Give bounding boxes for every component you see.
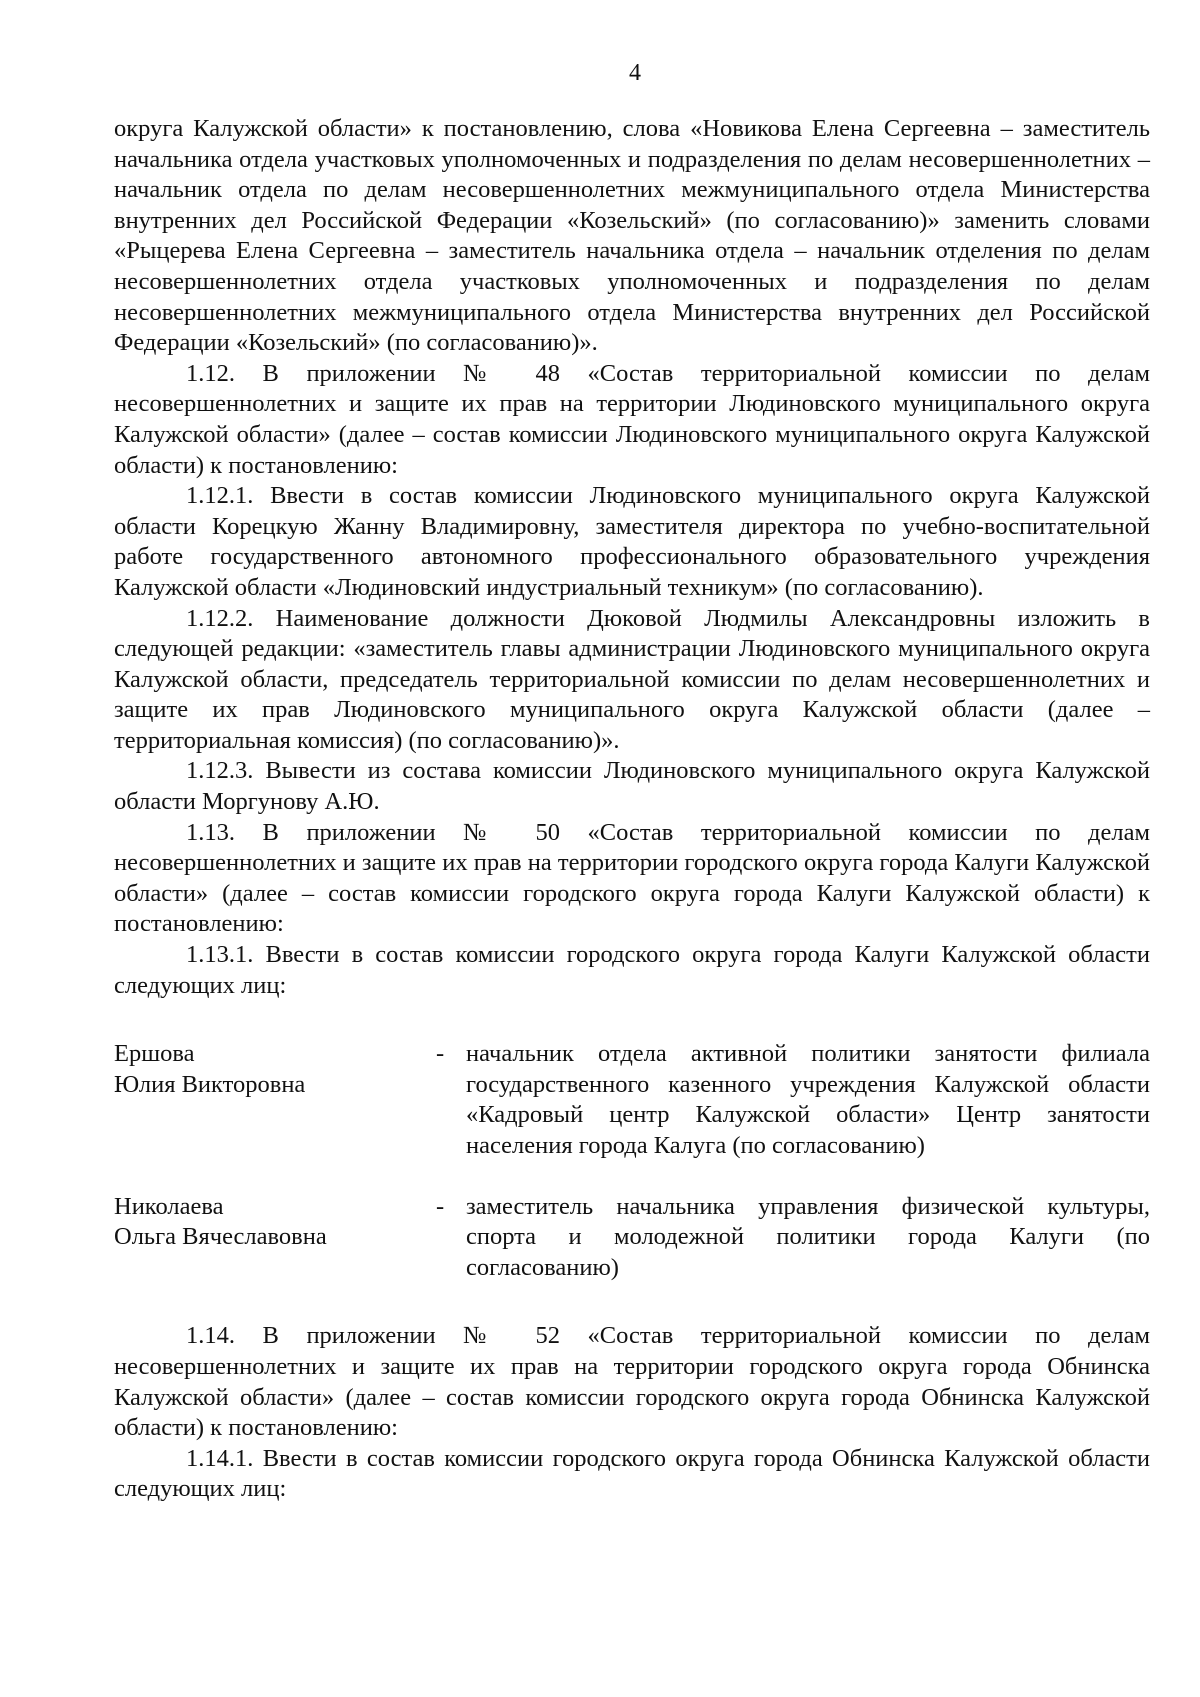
paragraph-1-14-1: 1.14.1. Ввести в состав комиссии городского округа города Обнинска Калужской области следующих лиц: [114, 1444, 1150, 1503]
paragraph-1-12: 1.12. В приложении № 48 «Состав территориальной комиссии по делам несовершеннолетних и защите их прав на территории Людиновского муниципального округа Калужской области» (далее – состав комиссии Людиновского муниципального округа Калужской области) к постановлению: [114, 359, 1150, 479]
paragraph-1-13-1: 1.13.1. Ввести в состав комиссии городского округа города Калуги Калужской области следующих лиц: [114, 941, 1150, 999]
paragraph-1-12-2: 1.12.2. Наименование должности Дюковой Людмилы Александровны изложить в следующей редакции: «заместитель главы администрации Людиновского муниципального округа Калужской области, председатель территориальной комиссии по делам несовершеннолетних и защите их прав Людиновского муниципального округа Калужской области (далее – территориальная комиссия) (по согласованию)». [114, 604, 1150, 754]
person-surname: Ершова [114, 1040, 195, 1068]
person-entry [114, 1039, 1150, 1161]
paragraph-1-12-3: 1.12.3. Вывести из состава комиссии Людиновского муниципального округа Калужской области Моргунову А.Ю. [114, 757, 1150, 816]
person-given-names: Юлия Викторовна [114, 1070, 306, 1098]
paragraph-1-13: 1.13. В приложении № 50 «Состав территориальной комиссии по делам несовершеннолетних и защите их прав на территории городского округа города Калуги Калужской области» (далее – состав комиссии городского округа города Калуги Калужской области) к постановлению: [114, 818, 1150, 938]
person-name [114, 1192, 436, 1253]
paragraph-continuation: округа Калужской области» к постановлению, слова «Новикова Елена Сергеевна – заместитель начальника отдела участковых уполномоченных и подразделения по делам несовершеннолетних – начальник отдела по делам несовершеннолетних межмуниципального отдела Министерства внутренних дел Российской Федерации «Козельский» (по согласованию)» заменить словами «Рыцерева Елена Сергеевна – заместитель начальника отдела – начальник отделения по делам несовершеннолетних отдела участковых уполномоченных и подразделения по делам несовершеннолетних межмуниципального отдела Министерства внутренних дел Российской Федерации «Козельский» (по согласованию)». [114, 115, 1150, 357]
person-role: начальник отдела активной политики занятости филиала государственного казенного учреждения Калужской области «Кадровый центр Калужской области» Центр занятости населения города Калуга (по согласованию) [466, 1040, 1150, 1159]
person-given-names: Ольга Вячеславовна [114, 1223, 327, 1251]
paragraph-1-12-1: 1.12.1. Ввести в состав комиссии Людиновского муниципального округа Калужской области Корецкую Жанну Владимировну, заместителя директора по учебно-воспитательной работе государственного автономного профессионального образовательного учреждения Калужской области «Людиновский индустриальный техникум» (по согласованию). [114, 482, 1150, 601]
page-number: 4 [629, 60, 641, 86]
person-dash: - [436, 1192, 445, 1220]
paragraph-1-14: 1.14. В приложении № 52 «Состав территориальной комиссии по делам несовершеннолетних и защите их прав на территории городского округа города Обнинска Калужской области» (далее – состав комиссии городского округа города Обнинска Калужской области) к постановлению: [114, 1322, 1150, 1442]
person-name [114, 1039, 436, 1100]
document-body [114, 114, 1150, 1505]
person-dash: - [436, 1040, 445, 1068]
person-list [114, 1039, 1150, 1283]
person-entry [114, 1192, 1150, 1284]
paragraphs-after-persons [114, 1321, 1150, 1505]
person-surname: Николаева [114, 1192, 224, 1220]
person-role: заместитель начальника управления физической культуры, спорта и молодежной политики города Калуги (по согласованию) [466, 1192, 1150, 1281]
